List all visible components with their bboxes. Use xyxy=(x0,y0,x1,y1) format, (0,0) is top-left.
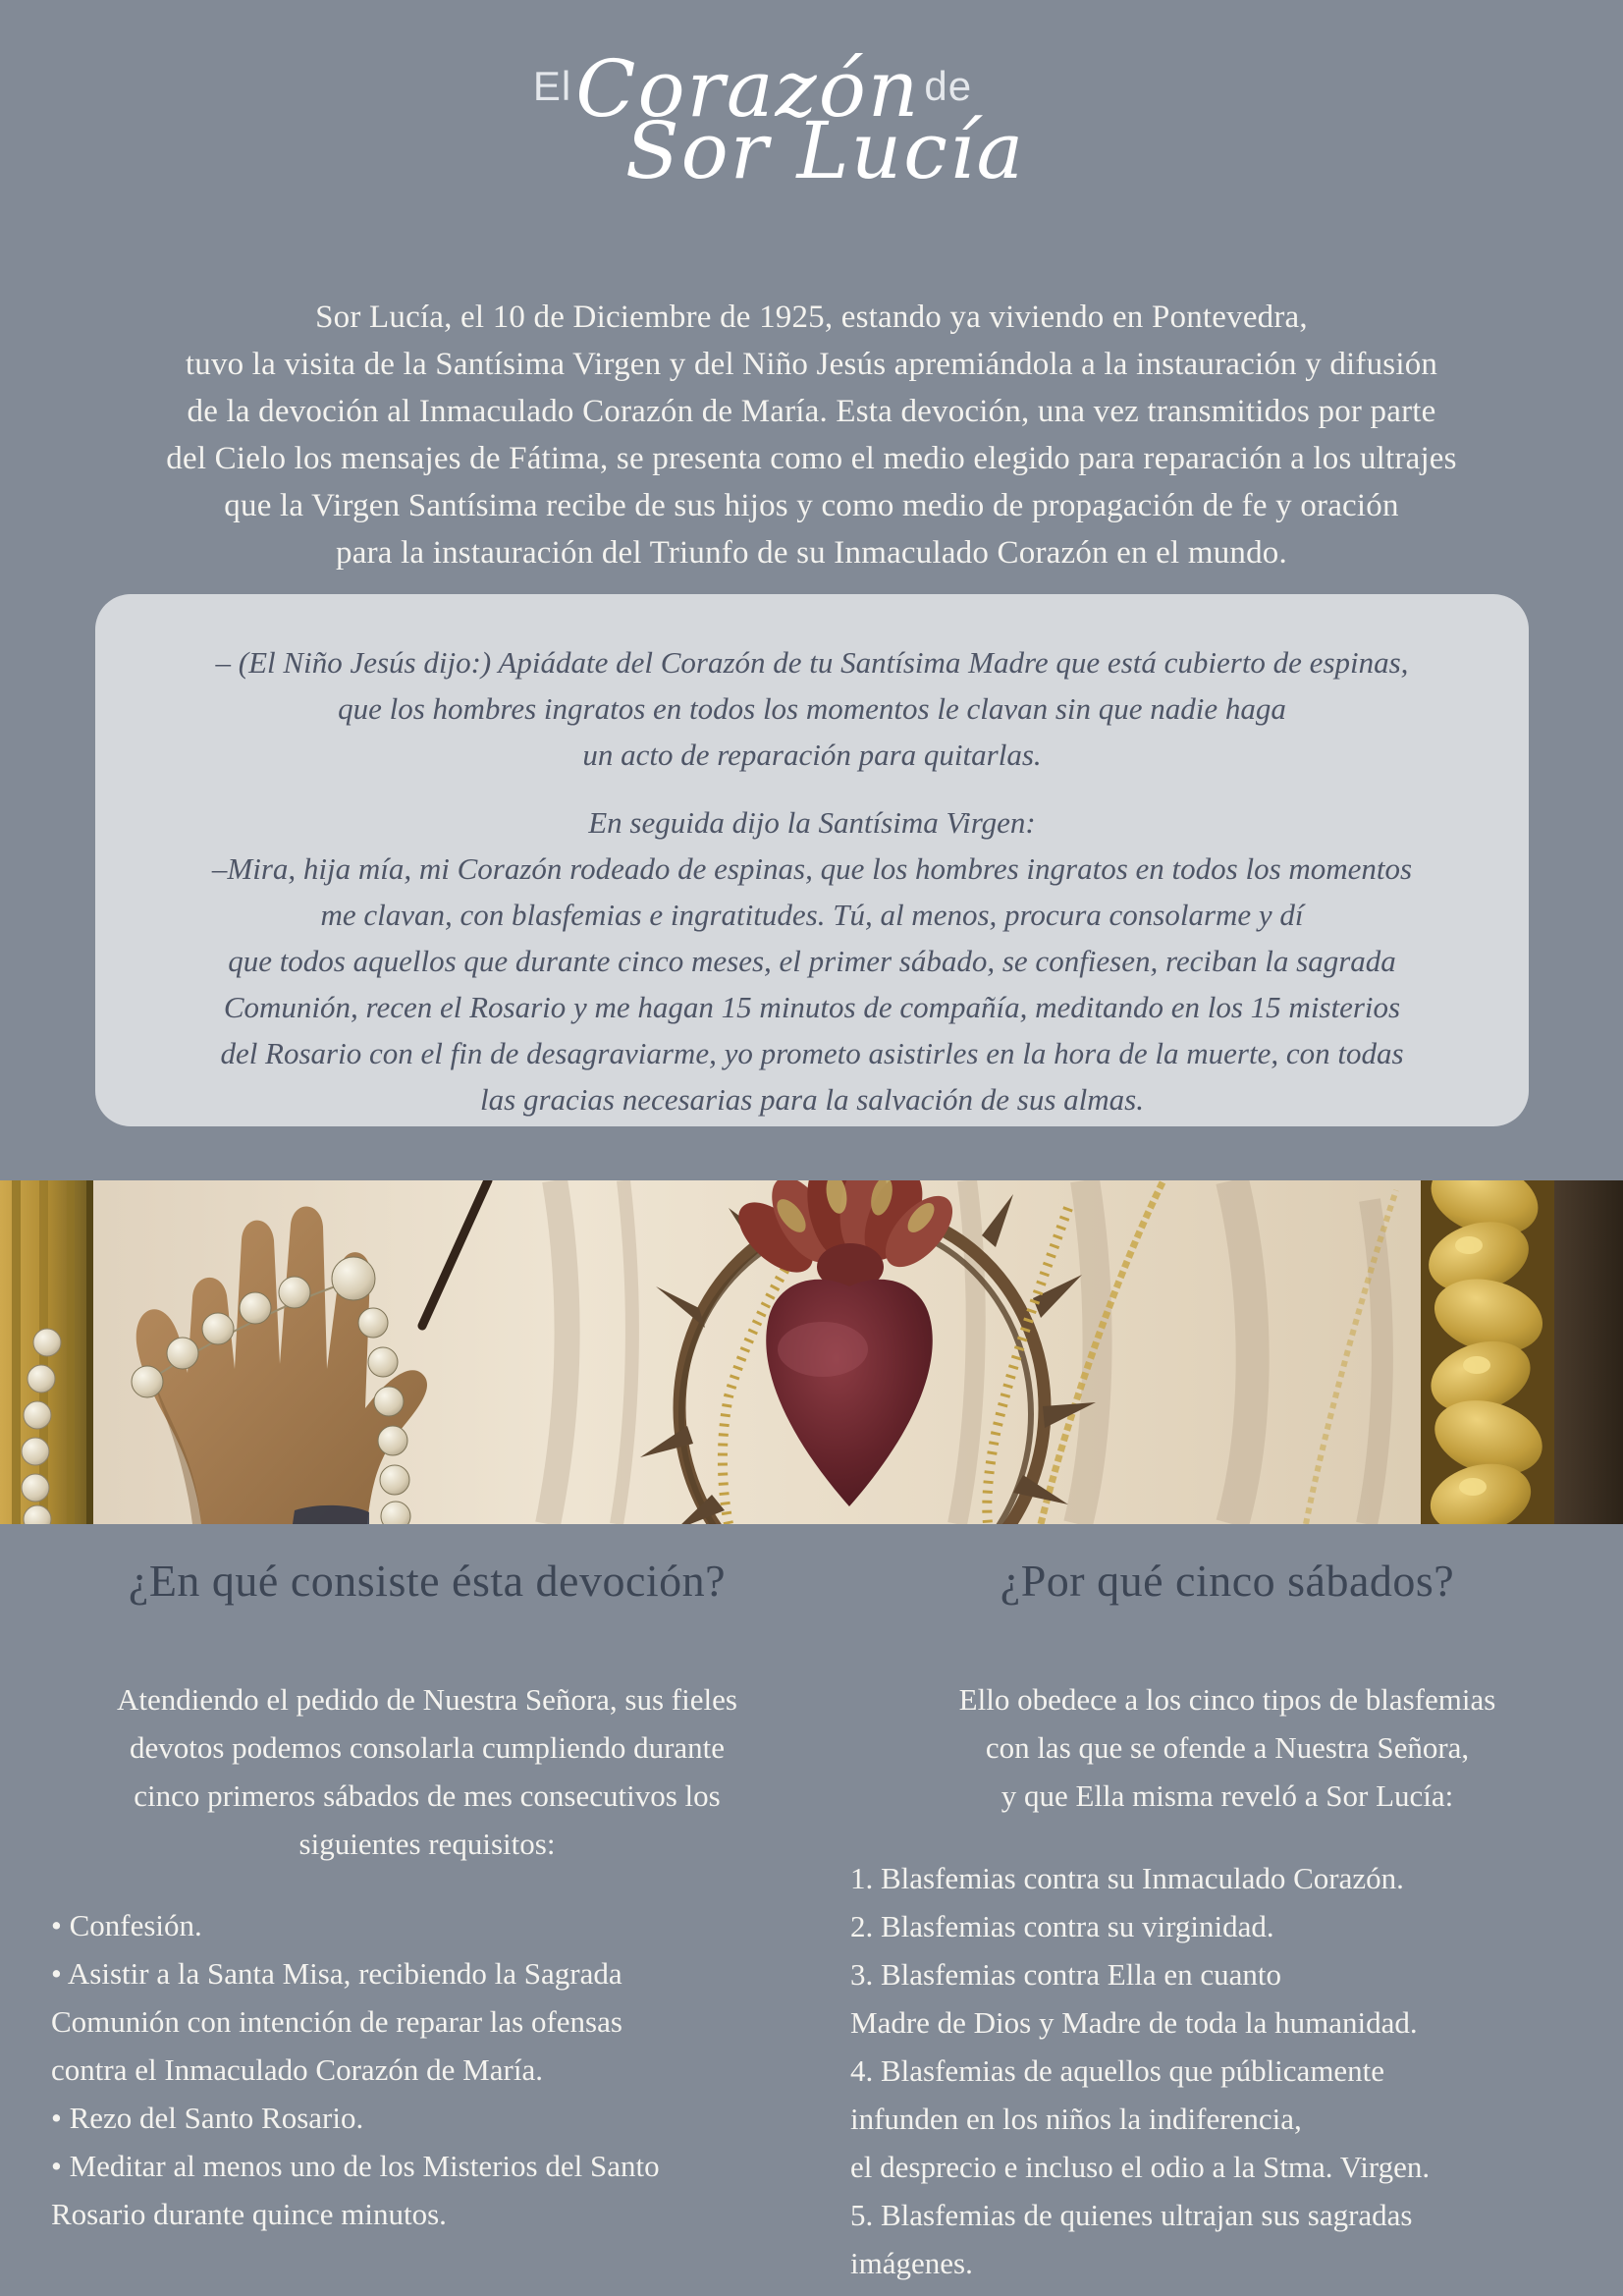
text-line: del Cielo los mensajes de Fátima, se presenta como el medio elegido para reparación a los ultrajes xyxy=(166,441,1457,476)
text-line: 2. Blasfemias contra su virginidad. xyxy=(850,1909,1274,1943)
text-line: del Rosario con el fin de desagraviarme, yo prometo asistirles en la hora de la muerte, con todas xyxy=(220,1036,1404,1070)
text-line: • Rezo del Santo Rosario. xyxy=(51,2101,364,2135)
text-line: 1. Blasfemias contra su Inmaculado Corazón. xyxy=(850,1861,1404,1895)
quote-paragraph-2 xyxy=(95,799,1529,1122)
intro-paragraph xyxy=(0,294,1623,576)
text-line: Rosario durante quince minutos. xyxy=(51,2197,447,2231)
text-line: En seguida dijo la Santísima Virgen: xyxy=(588,805,1036,840)
text-line: para la instauración del Triunfo de su Inmaculado Corazón en el mundo. xyxy=(336,535,1287,571)
text-line: – (El Niño Jesús dijo:) Apiádate del Corazón de tu Santísima Madre que está cubierto de espinas, xyxy=(215,645,1409,680)
text-line: tuvo la visita de la Santísima Virgen y del Niño Jesús apremiándola a la instauración y difusión xyxy=(185,347,1438,382)
blasphemies-list xyxy=(850,1854,1616,2287)
devotion-heading: ¿En qué consiste ésta devoción? xyxy=(128,1556,727,1606)
text-line: 3. Blasfemias contra Ella en cuanto xyxy=(850,1957,1282,1992)
text-line: Atendiendo el pedido de Nuestra Señora, sus fieles xyxy=(117,1682,737,1717)
dark-background xyxy=(1554,1180,1623,1524)
text-line: de la devoción al Inmaculado Corazón de María. Esta devoción, una vez transmitidos por parte xyxy=(187,394,1436,429)
text-line: –Mira, hija mía, mi Corazón rodeado de espinas, que los hombres ingratos en todos los momentos xyxy=(211,851,1413,886)
logo-word-de: de xyxy=(924,63,973,109)
text-line: Ello obedece a los cinco tipos de blasfemias xyxy=(958,1682,1496,1717)
text-line: que todos aquellos que durante cinco meses, el primer sábado, se confiesen, reciban la sagrada xyxy=(228,944,1396,978)
text-line: Comunión, recen el Rosario y me hagan 15 minutos de compañía, meditando en los 15 misterios xyxy=(223,990,1401,1024)
text-line: el desprecio e incluso el odio a la Stma. Virgen. xyxy=(850,2150,1431,2184)
text-line: Madre de Dios y Madre de toda la humanidad. xyxy=(850,2005,1418,2040)
logo-word-sor-lucia: Sor Lucía xyxy=(624,105,1026,196)
text-line: 5. Blasfemias de quienes ultrajan sus sagradas xyxy=(850,2198,1413,2232)
devotion-requirements-list xyxy=(51,1901,812,2238)
devotion-intro xyxy=(54,1675,800,1868)
quote-paragraph-1 xyxy=(95,639,1529,778)
text-line: Comunión con intención de reparar las ofensas xyxy=(51,2004,622,2039)
saturdays-heading: ¿Por qué cinco sábados? xyxy=(1000,1556,1455,1606)
logo-word-el: El xyxy=(532,63,572,109)
text-line: • Confesión. xyxy=(51,1908,202,1942)
text-line: las gracias necesarias para la salvación de sus almas. xyxy=(480,1082,1144,1117)
text-line: me clavan, con blasfemias e ingratitudes. Tú, al menos, procura consolarme y dí xyxy=(320,898,1304,932)
text-line: • Meditar al menos uno de los Misterios del Santo xyxy=(51,2149,660,2183)
statue-photo xyxy=(0,1180,1623,1524)
saturdays-intro xyxy=(844,1675,1610,1820)
text-line: un acto de reparación para quitarlas. xyxy=(582,738,1042,772)
text-line: contra el Inmaculado Corazón de María. xyxy=(51,2052,543,2087)
quote-box xyxy=(95,594,1529,1126)
text-line: Sor Lucía, el 10 de Diciembre de 1925, estando ya viviendo en Pontevedra, xyxy=(315,300,1308,335)
carved-gold-frame xyxy=(1421,1180,1554,1524)
text-line: que la Virgen Santísima recibe de sus hijos y como medio de propagación de fe y oración xyxy=(224,488,1399,523)
text-line: imágenes. xyxy=(850,2246,973,2280)
logo xyxy=(0,43,1623,196)
text-line: y que Ella misma reveló a Sor Lucía: xyxy=(1001,1778,1454,1813)
text-line: que los hombres ingratos en todos los momentos le clavan sin que nadie haga xyxy=(338,691,1286,726)
logo-line-2 xyxy=(14,105,1623,196)
text-line: con las que se ofende a Nuestra Señora, xyxy=(985,1730,1470,1765)
text-line: siguientes requisitos: xyxy=(298,1827,556,1861)
text-line: cinco primeros sábados de mes consecutivos los xyxy=(134,1778,721,1813)
text-line: 4. Blasfemias de aquellos que públicamente xyxy=(850,2053,1385,2088)
logo-word-corazon: Corazón xyxy=(575,43,921,135)
text-line: infunden en los niños la indiferencia, xyxy=(850,2102,1302,2136)
text-line: devotos podemos consolarla cumpliendo durante xyxy=(129,1730,726,1765)
quote-gap xyxy=(95,778,1529,799)
text-line: • Asistir a la Santa Misa, recibiendo la Sagrada xyxy=(51,1956,622,1991)
